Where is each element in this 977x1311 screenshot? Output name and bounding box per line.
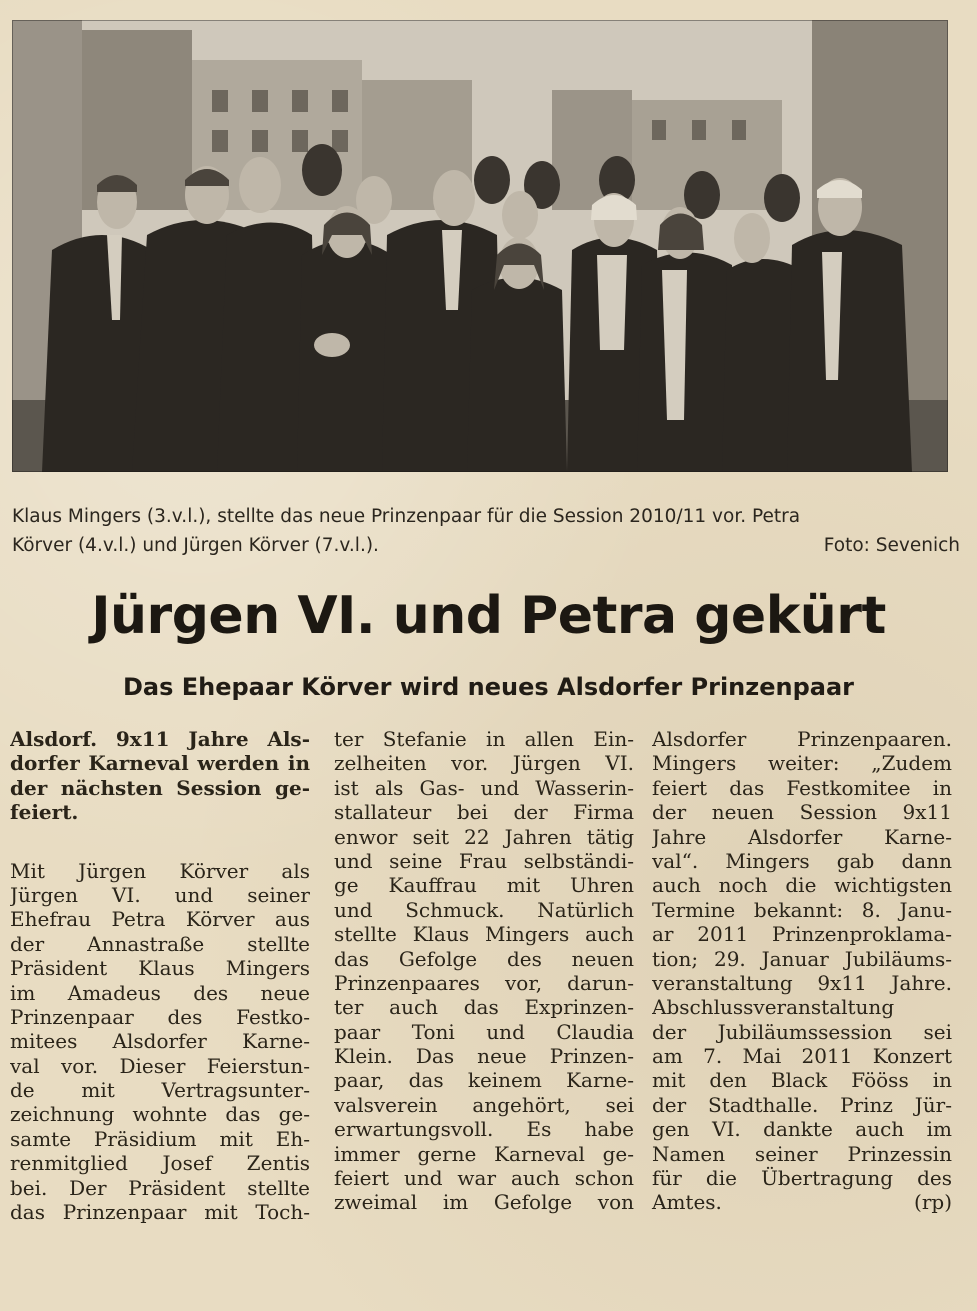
article-line: zelheiten vor. Jürgen VI.: [334, 751, 634, 776]
article-lead-line: der nächsten Session ge-: [10, 775, 310, 800]
photo-credit: Foto: Sevenich: [823, 535, 960, 556]
article-line: der Stadthalle. Prinz Jür-: [652, 1092, 952, 1117]
article-line: Ehefrau Petra Körver aus: [10, 907, 310, 932]
article-line: mit den Black Fööss in: [652, 1068, 952, 1093]
article-line: erwartungsvoll. Es habe: [334, 1117, 634, 1142]
article-line: feiert und war auch schon: [334, 1166, 634, 1191]
article-line: auch noch die wichtigsten: [652, 873, 952, 898]
article-line: veranstaltung 9x11 Jahre.: [652, 970, 952, 995]
article-column-1: [10, 727, 310, 1224]
article-line: Jahre Alsdorfer Karne-: [652, 824, 952, 849]
article-line: valsverein angehört, sei: [334, 1092, 634, 1117]
article-line: das Prinzenpaar mit Toch-: [10, 1200, 310, 1225]
article-last-line: Amtes.: [652, 1190, 722, 1215]
caption-line-2-text: Körver (4.v.l.) und Jürgen Körver (7.v.l.).: [12, 535, 379, 556]
article-line: ar 2011 Prinzenproklama-: [652, 922, 952, 947]
article-line: feiert das Festkomitee in: [652, 775, 952, 800]
article-line: de mit Vertragsunter-: [10, 1078, 310, 1103]
article-line: Mit Jürgen Körver als: [10, 858, 310, 883]
article-line: Jürgen VI. und seiner: [10, 882, 310, 907]
article-lead-line: Alsdorf. 9x11 Jahre Als-: [10, 727, 310, 751]
caption-line-1: Klaus Mingers (3.v.l.), stellte das neue Prinzenpaar für die Session 2010/11 vor. Petra: [12, 506, 801, 527]
article-line: gen VI. dankte auch im: [652, 1117, 952, 1142]
article-line: zweimal im Gefolge von: [334, 1190, 634, 1215]
article-line: ter auch das Exprinzen-: [334, 995, 634, 1020]
article-lead-line: dorfer Karneval werden in: [10, 751, 310, 776]
article-line: samte Präsidium mit Eh-: [10, 1126, 310, 1151]
article-line: Klein. Das neue Prinzen-: [334, 1044, 634, 1069]
article-line: Prinzenpaar des Festko-: [10, 1004, 310, 1029]
article-line: für die Übertragung des: [652, 1166, 952, 1191]
group-photo: [12, 20, 948, 472]
article-headline: Jürgen VI. und Petra gekürt: [91, 586, 886, 646]
article-line: bei. Der Präsident stellte: [10, 1175, 310, 1200]
article-line: enwor seit 22 Jahren tätig: [334, 824, 634, 849]
article-line: val“. Mingers gab dann: [652, 848, 952, 873]
article-line: Namen seiner Prinzessin: [652, 1141, 952, 1166]
article-line: Abschlussveranstaltung: [652, 995, 895, 1020]
article-line: immer gerne Karneval ge-: [334, 1141, 634, 1166]
author-initials: (rp): [914, 1190, 952, 1215]
article-line: Präsident Klaus Mingers: [10, 956, 310, 981]
paragraph-gap: [10, 825, 310, 859]
article-line: der Jubiläumssession sei: [652, 1019, 952, 1044]
article-line: stallateur bei der Firma: [334, 800, 634, 825]
article-line: Alsdorfer Prinzenpaaren.: [652, 727, 952, 751]
article-line: Mingers weiter: „Zudem: [652, 751, 952, 776]
article-line: im Amadeus des neue: [10, 980, 310, 1005]
article-line: und Schmuck. Natürlich: [334, 897, 634, 922]
article-line: das Gefolge des neuen: [334, 946, 634, 971]
article-line: paar, das keinem Karne-: [334, 1068, 634, 1093]
article-line: renmitglied Josef Zentis: [10, 1151, 310, 1176]
article-line: tion; 29. Januar Jubiläums-: [652, 946, 952, 971]
article-line: der neuen Session 9x11: [652, 800, 952, 825]
article-line: Prinzenpaares vor, darun-: [334, 970, 634, 995]
article-column-2: [334, 727, 634, 1215]
article-line: am 7. Mai 2011 Konzert: [652, 1044, 952, 1069]
caption-line-2: [12, 531, 960, 560]
article-column-3: [652, 727, 952, 1215]
article-line: ist als Gas- und Wasserin-: [334, 775, 634, 800]
article-line: Termine bekannt: 8. Janu-: [652, 897, 952, 922]
article-line: der Annastraße stellte: [10, 931, 310, 956]
article-line: und seine Frau selbständi-: [334, 848, 634, 873]
article-line: val vor. Dieser Feierstun-: [10, 1053, 310, 1078]
photo-caption: [12, 502, 960, 560]
article-subheadline: Das Ehepaar Körver wird neues Alsdorfer Prinzenpaar: [122, 673, 854, 701]
article-ending: [652, 1190, 952, 1214]
article-line: stellte Klaus Mingers auch: [334, 922, 634, 947]
article-lead-line: feiert.: [10, 800, 79, 825]
article-line: mitees Alsdorfer Karne-: [10, 1029, 310, 1054]
article-line: ge Kauffrau mit Uhren: [334, 873, 634, 898]
article-line: ter Stefanie in allen Ein-: [334, 727, 634, 751]
article-line: zeichnung wohnte das ge-: [10, 1102, 310, 1127]
article-line: paar Toni und Claudia: [334, 1019, 634, 1044]
